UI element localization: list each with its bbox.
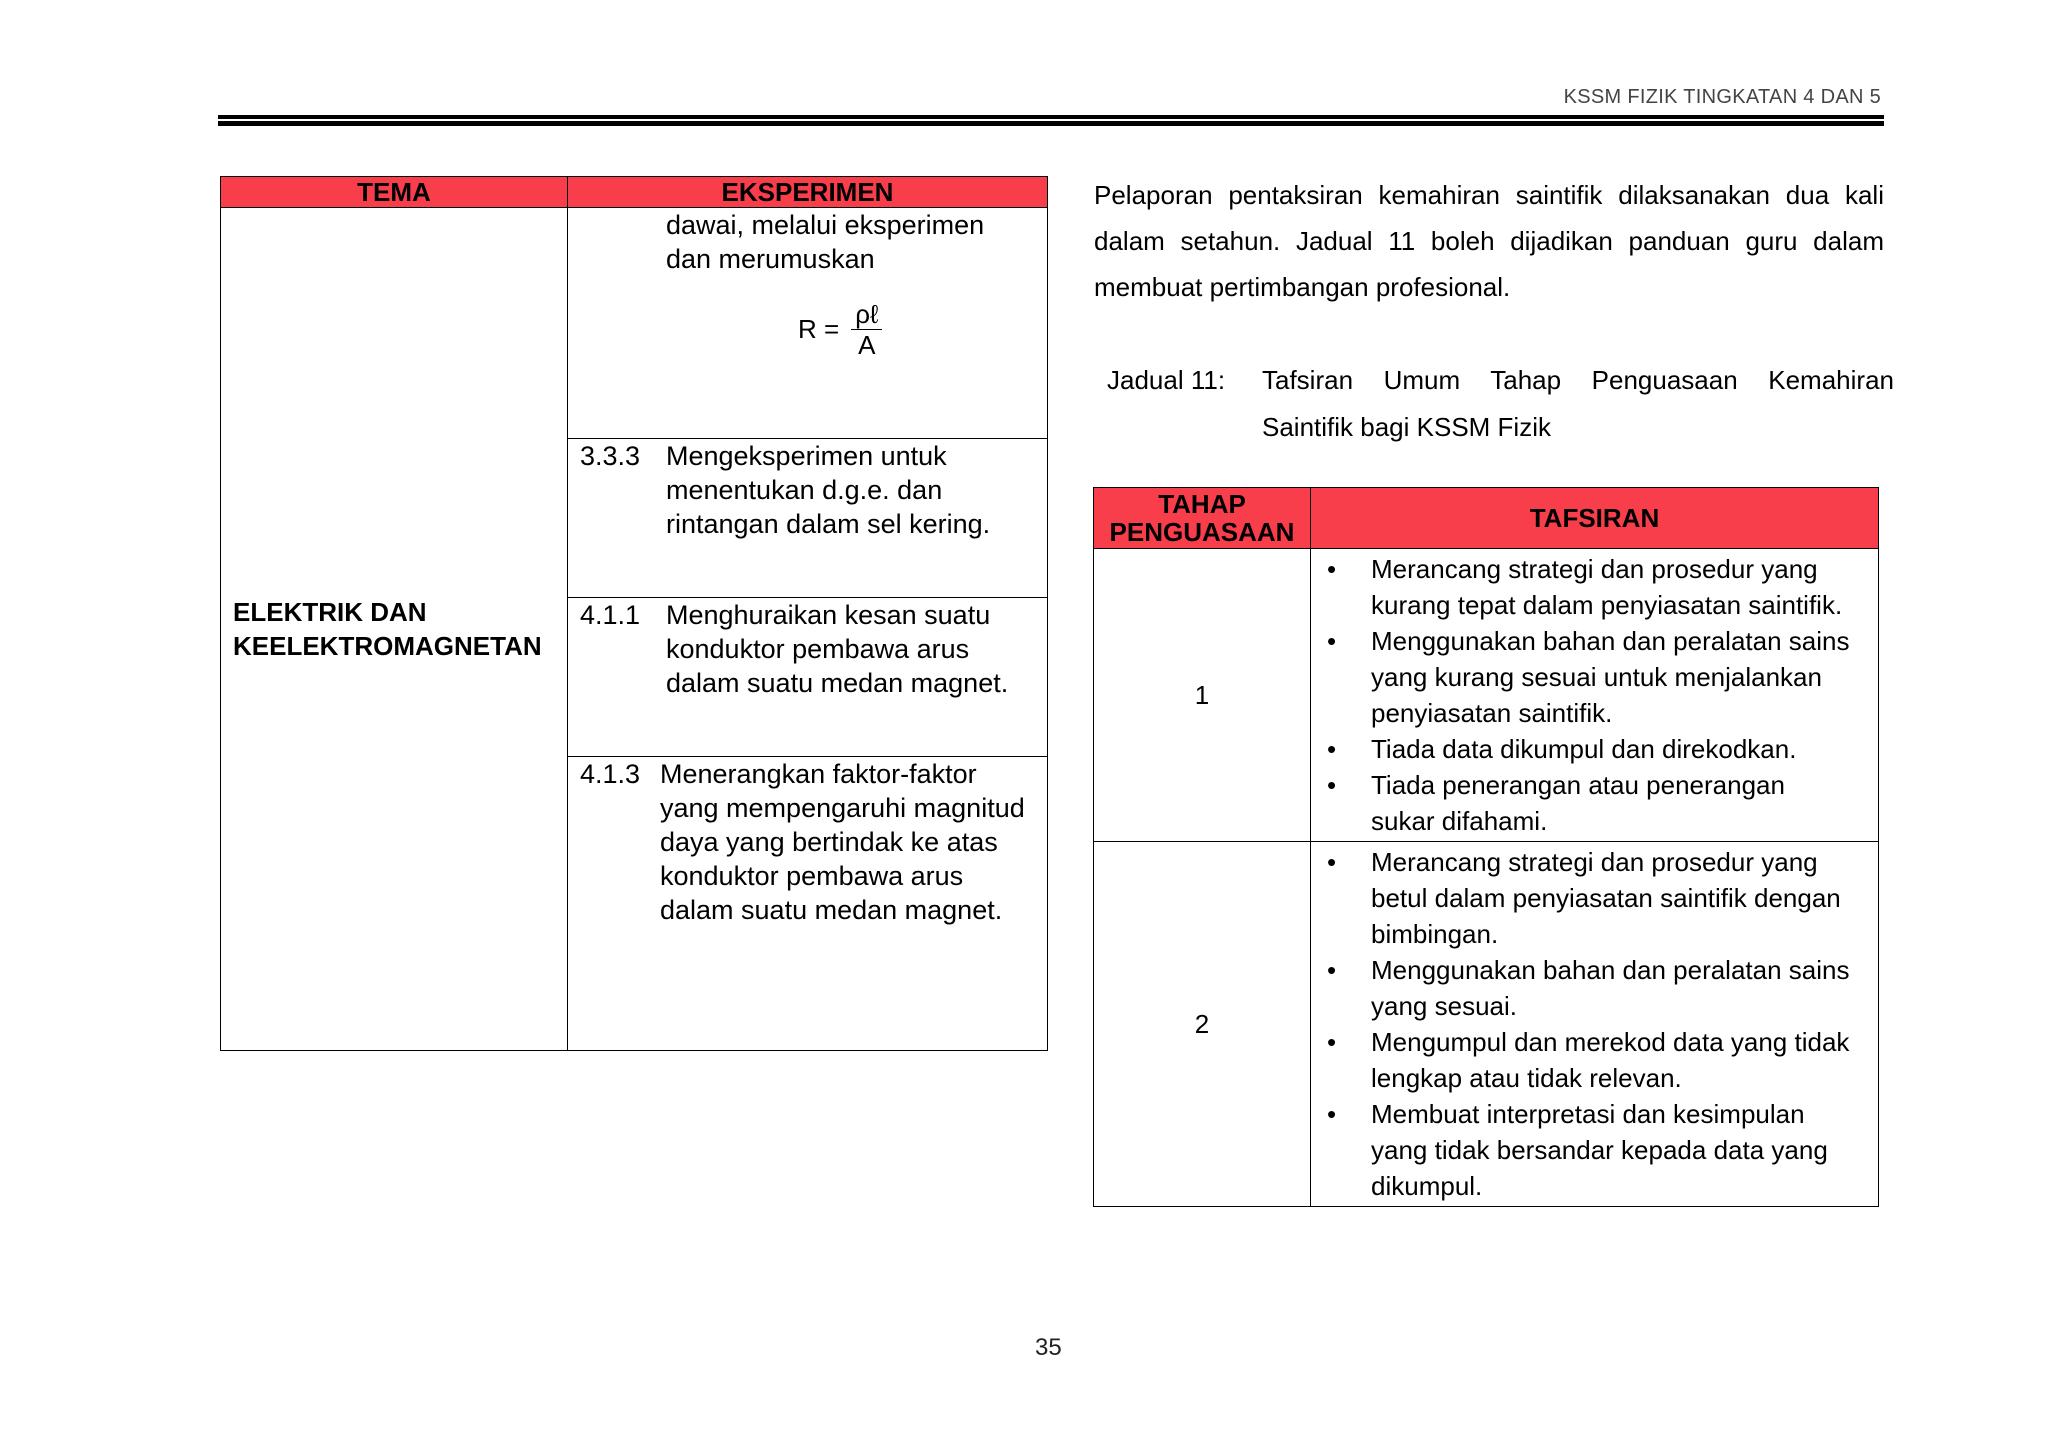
level-cell: 1 [1094, 549, 1311, 842]
experiment-text: Menerangkan faktor-faktor yang mempengaruhi magnitud daya yang bertindak ke atas konduktor pembawa arus dalam suatu medan magnet. [660, 759, 1025, 925]
tema-line: KEELEKTROMAGNETAN [233, 631, 542, 661]
header-tahap-penguasaan: TAHAP PENGUASAAN [1094, 488, 1311, 549]
header-eksperimen: EKSPERIMEN [568, 177, 1048, 208]
experiment-cell [568, 757, 1048, 1051]
kemahiran-table [220, 176, 1048, 1051]
caption-text: Tafsiran Umum Tahap Penguasaan Kemahiran Saintifik bagi KSSM Fizik [1262, 365, 1894, 442]
bullet-item: • Mengumpul dan merekod data yang tidak lengkap atau tidak relevan. [1311, 1024, 1870, 1096]
intro-paragraph: Pelaporan pentaksiran kemahiran saintifik dilaksanakan dua kali dalam setahun. Jadual 11 boleh dijadikan panduan guru dalam membuat pertimbangan profesional. [1094, 180, 1884, 302]
bullet-item: • Membuat interpretasi dan kesimpulan yang tidak bersandar kepada data yang dikumpul. [1311, 1096, 1870, 1204]
bullet-item: • Tiada penerangan atau penerangan sukar difahami. [1311, 767, 1870, 839]
tafsiran-cell [1311, 549, 1879, 842]
experiment-text: dawai, melalui eksperimen dan merumuskan [666, 210, 985, 274]
experiment-cell [568, 598, 1048, 757]
experiment-text: Menghuraikan kesan suatu konduktor pembawa arus dalam suatu medan magnet. [666, 600, 1009, 698]
level-cell: 2 [1094, 842, 1311, 1207]
resistance-formula: R = $\frac{\text{ρℓ}}{A}$ [798, 299, 882, 360]
header-tafsiran: TAFSIRAN [1311, 488, 1879, 549]
tafsiran-table [1093, 487, 1879, 1207]
tema-line: ELEKTRIK DAN [233, 597, 427, 627]
experiment-cell [568, 439, 1048, 598]
tema-cell [221, 208, 568, 1051]
experiment-cell [568, 208, 1048, 439]
header-rule [218, 115, 1884, 119]
experiment-number: 4.1.3 [580, 759, 641, 789]
header-rule-thick [218, 121, 1884, 126]
bullet-item: • Merancang strategi dan prosedur yang kurang tepat dalam penyiasatan saintifik. [1311, 551, 1870, 623]
page-number: 35 [1035, 1334, 1062, 1361]
running-header: KSSM FIZIK TINGKATAN 4 DAN 5 [1563, 86, 1881, 108]
bullet-item: • Tiada data dikumpul dan direkodkan. [1311, 731, 1870, 767]
header-tema: TEMA [221, 177, 568, 208]
bullet-item: • Menggunakan bahan dan peralatan sains yang sesuai. [1311, 952, 1870, 1024]
experiment-number [580, 208, 666, 276]
experiment-number: 3.3.3 [580, 441, 641, 471]
tafsiran-cell [1311, 842, 1879, 1207]
bullet-item: • Merancang strategi dan prosedur yang betul dalam penyiasatan saintifik dengan bimbingan. [1311, 844, 1870, 952]
bullet-item: • Menggunakan bahan dan peralatan sains yang kurang sesuai untuk menjalankan penyiasatan saintifik. [1311, 623, 1870, 731]
experiment-text: Mengeksperimen untuk menentukan d.g.e. dan rintangan dalam sel kering. [666, 441, 991, 539]
caption-label: Jadual 11: [1107, 365, 1226, 395]
experiment-number: 4.1.1 [580, 600, 641, 630]
